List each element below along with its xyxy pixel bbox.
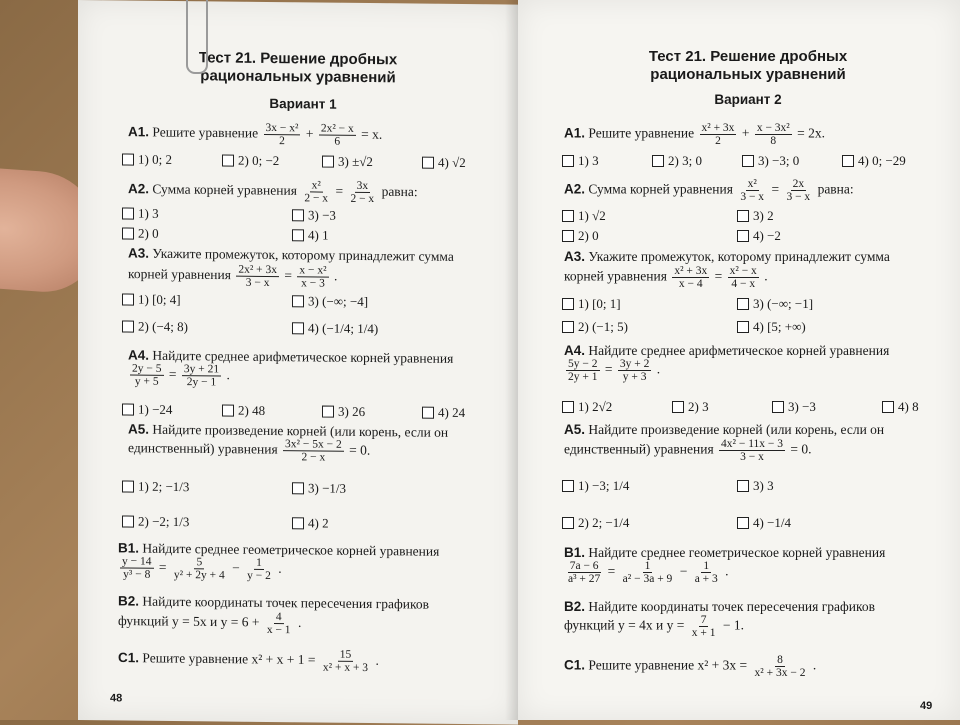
left-b2-line2: функций y = 5x и y = 6 + $\frac{4}{x - 1}$ .: [118, 611, 302, 637]
left-a1-options: [122, 151, 512, 171]
checkbox[interactable]: [562, 321, 574, 333]
checkbox[interactable]: [122, 480, 134, 492]
right-a3-options-1: [562, 296, 952, 312]
left-a1: A1. Решите уравнение $\frac{\text{3x − x²}}{2}$ + $\frac{\text{2x² − x}}{6}$ = x.: [128, 121, 383, 148]
checkbox[interactable]: [322, 156, 334, 168]
checkbox[interactable]: [737, 210, 749, 222]
left-page: [78, 0, 518, 725]
checkbox[interactable]: [292, 322, 304, 334]
option[interactable]: 2) 2; −1/4: [562, 515, 737, 531]
right-a5: A5. Найдите произведение корней (или корень, если он: [564, 422, 885, 437]
option[interactable]: 1) √2: [562, 208, 737, 224]
left-a5-line2: единственный) уравнения $\frac{\text{3x² − 5x − 2}}{2 - x}$ = 0.: [128, 438, 371, 464]
right-a4-eq: $\frac{5y - 2}{2y + 1}$ = $\frac{3y + 2}{y + 3}$ .: [568, 358, 661, 383]
option[interactable]: 1) 2; −1/3: [122, 478, 292, 496]
left-a4: A4. Найдите среднее арифметическое корней уравнения: [128, 347, 454, 366]
right-a5-options-2: [562, 515, 952, 531]
option[interactable]: 4) 8: [882, 399, 919, 415]
right-a3-options-2: [562, 319, 952, 335]
page-number: 48: [110, 692, 123, 705]
option[interactable]: 4) 0; −29: [842, 153, 906, 169]
option[interactable]: 1) 3: [562, 153, 652, 169]
right-a2: A2. Сумма корней уравнения $\frac{\text{x²}}{3 - x}$ = $\frac{2x}{3 - x}$ равна:: [564, 178, 854, 203]
checkbox[interactable]: [122, 320, 134, 332]
right-a3: A3. Укажите промежуток, которому принадлежит сумма: [564, 249, 890, 264]
right-a5-options-1: [562, 478, 952, 494]
option[interactable]: 4) [5; +∞): [737, 319, 806, 335]
option[interactable]: 3) −3; 0: [742, 153, 842, 169]
checkbox[interactable]: [562, 155, 574, 167]
checkbox[interactable]: [122, 293, 134, 305]
option[interactable]: 3) 3: [737, 478, 774, 494]
checkbox[interactable]: [737, 321, 749, 333]
option[interactable]: 2) 0; −2: [222, 153, 322, 170]
option[interactable]: 2) 3; 0: [652, 153, 742, 169]
left-b2: B2. Найдите координаты точек пересечения графиков: [118, 593, 429, 612]
right-a4-options: [562, 399, 952, 415]
left-b1-eq: $\frac{y - 14}{\text{y³ − 8}}$ = $\frac{5}{\text{y² + 2y + 4}}$ − $\frac{1}{y - 2}$ .: [122, 555, 282, 583]
option[interactable]: 4) −2: [737, 228, 781, 244]
checkbox[interactable]: [742, 155, 754, 167]
option[interactable]: 1) 3: [122, 205, 292, 223]
right-a2-options-1: [562, 208, 952, 224]
left-a5: A5. Найдите произведение корней (или корень, если он: [128, 421, 449, 440]
option[interactable]: 1) 2√2: [562, 399, 672, 415]
option[interactable]: 3) (−∞; −4]: [292, 293, 368, 310]
checkbox[interactable]: [292, 229, 304, 241]
checkbox[interactable]: [292, 517, 304, 529]
checkbox[interactable]: [122, 403, 134, 415]
checkbox[interactable]: [222, 155, 234, 167]
checkbox[interactable]: [122, 207, 134, 219]
checkbox[interactable]: [122, 153, 134, 165]
paper-clip: [186, 0, 208, 74]
left-title: Тест 21. Решение дробных рациональных уравнений: [198, 49, 398, 87]
right-a5-line2: единственный) уравнения $\frac{\text{4x² − 11x − 3}}{3 - x}$ = 0.: [564, 438, 812, 463]
option[interactable]: 4) 1: [292, 227, 329, 243]
checkbox[interactable]: [737, 230, 749, 242]
option[interactable]: 2) 48: [222, 403, 322, 420]
option[interactable]: 4) −1/4: [737, 515, 791, 531]
checkbox[interactable]: [292, 482, 304, 494]
left-a2-options-2: [122, 225, 512, 245]
option[interactable]: 2) 0: [562, 228, 737, 244]
checkbox[interactable]: [842, 155, 854, 167]
left-a3-options-2: [122, 318, 512, 338]
page-number: 49: [920, 700, 933, 712]
checkbox[interactable]: [222, 405, 234, 417]
checkbox[interactable]: [772, 401, 784, 413]
checkbox[interactable]: [562, 210, 574, 222]
left-a4-eq: $\frac{2y - 5}{y + 5}$ = $\frac{3y + 21}{2y - 1}$ .: [132, 362, 230, 389]
option[interactable]: 3) −3: [772, 399, 882, 415]
right-variant: Вариант 2: [714, 92, 782, 107]
option[interactable]: 2) 3: [672, 399, 772, 415]
left-a5-options-2: [122, 513, 512, 533]
right-a3-line2: корней уравнения $\frac{\text{x² + 3x}}{x - 4}$ = $\frac{\text{x² − x}}{4 - x}$ .: [564, 265, 768, 290]
checkbox[interactable]: [562, 517, 574, 529]
option[interactable]: 4) 24: [422, 405, 465, 421]
right-a2-options-2: [562, 228, 952, 244]
option[interactable]: 4) √2: [422, 155, 502, 172]
left-a2: A2. Сумма корней уравнения $\frac{\text{x²}}{2 - x}$ = $\frac{3x}{2 - x}$ равна:: [128, 179, 418, 206]
checkbox[interactable]: [562, 230, 574, 242]
left-variant: Вариант 1: [269, 96, 337, 112]
option[interactable]: 1) [0; 1]: [562, 296, 737, 312]
option[interactable]: 3) −1/3: [292, 480, 346, 497]
checkbox[interactable]: [652, 155, 664, 167]
left-a4-options: [122, 401, 512, 421]
right-a1: A1. Решите уравнение $\frac{\text{x² + 3x}}{2}$ + $\frac{\text{x − 3x²}}{8}$ = 2x.: [564, 122, 825, 147]
right-b2-line2: функций y = 4x и y = $\frac{7}{x + 1}$ − 1.: [564, 614, 744, 639]
option[interactable]: 2) (−1; 5): [562, 319, 737, 335]
option[interactable]: 2) 0: [122, 225, 292, 243]
left-a3-options-1: [122, 291, 512, 311]
checkbox[interactable]: [122, 227, 134, 239]
left-a3: A3. Укажите промежуток, которому принадлежит сумма: [128, 245, 454, 264]
option[interactable]: 1) −24: [122, 401, 222, 418]
right-a1-options: [562, 153, 952, 169]
checkbox[interactable]: [322, 406, 334, 418]
left-b1: B1. Найдите среднее геометрическое корней уравнения: [118, 540, 440, 559]
checkbox[interactable]: [292, 295, 304, 307]
right-a4: A4. Найдите среднее арифметическое корней уравнения: [564, 343, 890, 358]
option[interactable]: 2) (−4; 8): [122, 318, 292, 336]
right-page: [518, 0, 960, 720]
checkbox[interactable]: [562, 480, 574, 492]
left-a5-options-1: [122, 478, 512, 498]
checkbox[interactable]: [422, 157, 434, 169]
checkbox[interactable]: [292, 209, 304, 221]
option[interactable]: 3) (−∞; −1]: [737, 296, 813, 312]
option[interactable]: 1) 0; 2: [122, 151, 222, 168]
option[interactable]: 1) −3; 1/4: [562, 478, 737, 494]
checkbox[interactable]: [672, 401, 684, 413]
checkbox[interactable]: [737, 298, 749, 310]
option[interactable]: 1) [0; 4]: [122, 291, 292, 309]
option[interactable]: 4) (−1/4; 1/4): [292, 320, 378, 337]
option[interactable]: 3) ±√2: [322, 154, 422, 171]
right-b1: B1. Найдите среднее геометрическое корней уравнения: [564, 545, 886, 560]
checkbox[interactable]: [562, 401, 574, 413]
checkbox[interactable]: [882, 401, 894, 413]
right-title: Тест 21. Решение дробных рациональных уравнений: [648, 48, 848, 83]
checkbox[interactable]: [737, 480, 749, 492]
left-a2-options-1: [122, 205, 512, 225]
left-a3-line2: корней уравнения $\frac{\text{2x² + 3x}}{3 - x}$ = $\frac{\text{x − x²}}{x - 3}$ .: [128, 263, 338, 290]
option[interactable]: 3) 26: [322, 404, 422, 421]
checkbox[interactable]: [737, 517, 749, 529]
checkbox[interactable]: [122, 515, 134, 527]
option[interactable]: 2) −2; 1/3: [122, 513, 292, 531]
left-c1: C1. Решите уравнение x² + x + 1 = $\frac{15}{\text{x² + x + 3}}$ .: [118, 648, 379, 675]
right-b2: B2. Найдите координаты точек пересечения графиков: [564, 599, 875, 614]
option[interactable]: 3) 2: [737, 208, 774, 224]
option[interactable]: 3) −3: [292, 207, 336, 223]
right-b1-eq: $\frac{7a - 6}{\text{a³ + 27}}$ = $\frac{1}{\text{a² − 3a + 9}}$ − $\frac{1}{a + 3}$ .: [568, 560, 729, 585]
checkbox[interactable]: [562, 298, 574, 310]
right-c1: C1. Решите уравнение x² + 3x = $\frac{8}{\text{x² + 3x − 2}}$ .: [564, 654, 817, 679]
checkbox[interactable]: [422, 407, 434, 419]
option[interactable]: 4) 2: [292, 515, 329, 531]
